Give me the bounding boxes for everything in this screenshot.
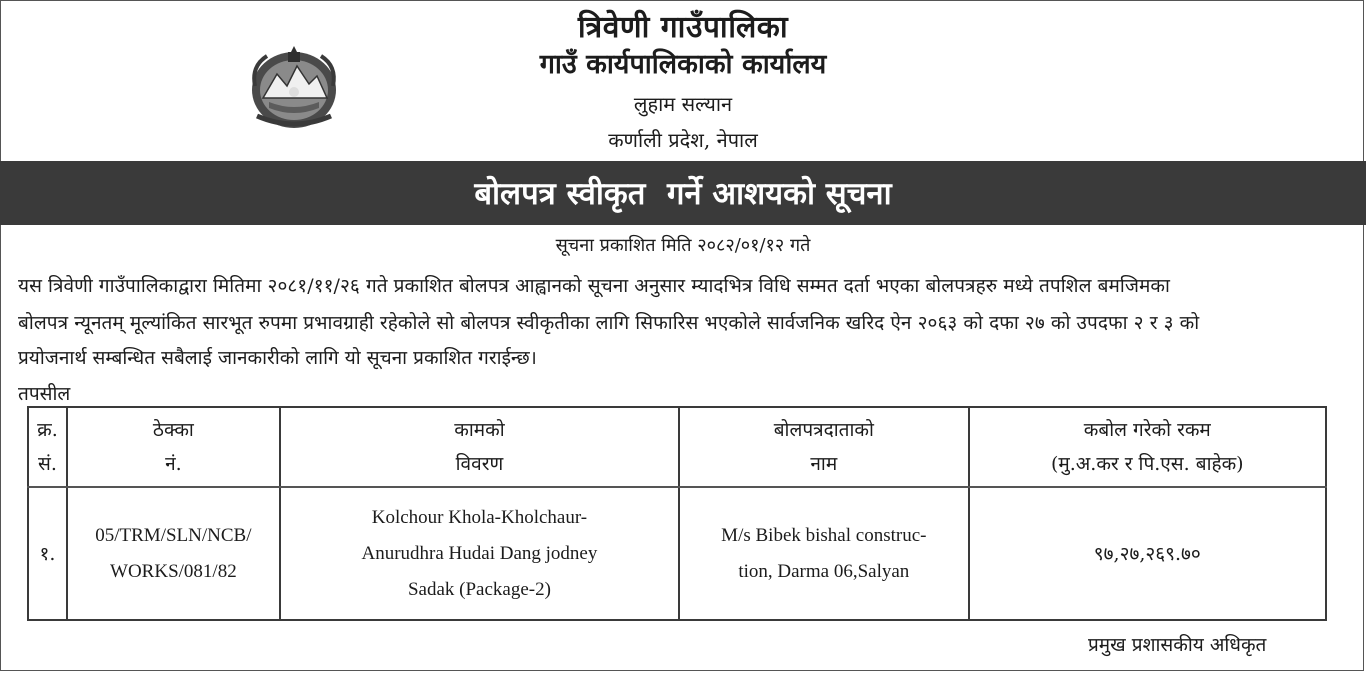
details-label: तपसील — [18, 383, 71, 405]
address-local: लुहाम सल्यान — [633, 92, 733, 116]
header-contract-no: ठेक्का नं. — [67, 407, 280, 487]
cell-amount: ९७,२७,२६९.७० — [969, 487, 1326, 620]
cell-bidder: M/s Bibek bishal construc- tion, Darma 06,Salyan — [679, 487, 969, 620]
notice-paragraph-line: प्रयोजनार्थ सम्बन्धित सबैलाई जानकारीको लागि यो सूचना प्रकाशित गराईन्छ। — [18, 347, 537, 369]
published-date: सूचना प्रकाशित मिति २०८२/०१/१२ गते — [555, 235, 811, 256]
header-description: कामको विवरण — [280, 407, 679, 487]
notice-title: बोलपत्र स्वीकृत गर्ने आशयको सूचना — [474, 176, 892, 212]
municipality-name: त्रिवेणी गाउँपालिका — [577, 10, 789, 45]
bid-table — [27, 406, 1327, 621]
address-province: कर्णाली प्रदेश, नेपाल — [608, 128, 758, 152]
cell-contract-no: 05/TRM/SLN/NCB/ WORKS/081/82 — [67, 487, 280, 620]
table-header-row — [28, 407, 1326, 487]
notice-paragraph-line: बोलपत्र न्यूनतम् मूल्यांकित सारभूत रुपमा प्रभावग्राही रहेकोले सो बोलपत्र स्वीकृतीका लागि सिफारिस भएकोले सार्वजनिक खरिद ऐन २०६३ को दफा २७ को उपदफा २ र ३ को — [18, 312, 1200, 334]
cell-description: Kolchour Khola-Kholchaur- Anurudhra Hudai Dang jodney Sadak (Package-2) — [280, 487, 679, 620]
header-sn: क्र. सं. — [28, 407, 67, 487]
table-row — [28, 487, 1326, 620]
office-name: गाउँ कार्यपालिकाको कार्यालय — [539, 49, 827, 80]
notice-title-banner — [0, 161, 1366, 225]
notice-paragraph-line: यस त्रिवेणी गाउँपालिकाद्वारा मितिमा २०८१/११/२६ गते प्रकाशित बोलपत्र आह्वानको सूचना अनुसार म्यादभित्र विधि सम्मत दर्ता भएका बोलपत्रहरु मध्ये तपशिल बमजिमका — [18, 275, 1170, 297]
signatory-title: प्रमुख प्रशासकीय अधिकृत — [1088, 634, 1267, 656]
header-bidder: बोलपत्रदाताको नाम — [679, 407, 969, 487]
header-amount: कबोल गरेको रकम (मु.अ.कर र पि.एस. बाहेक) — [969, 407, 1326, 487]
cell-sn: १. — [28, 487, 67, 620]
